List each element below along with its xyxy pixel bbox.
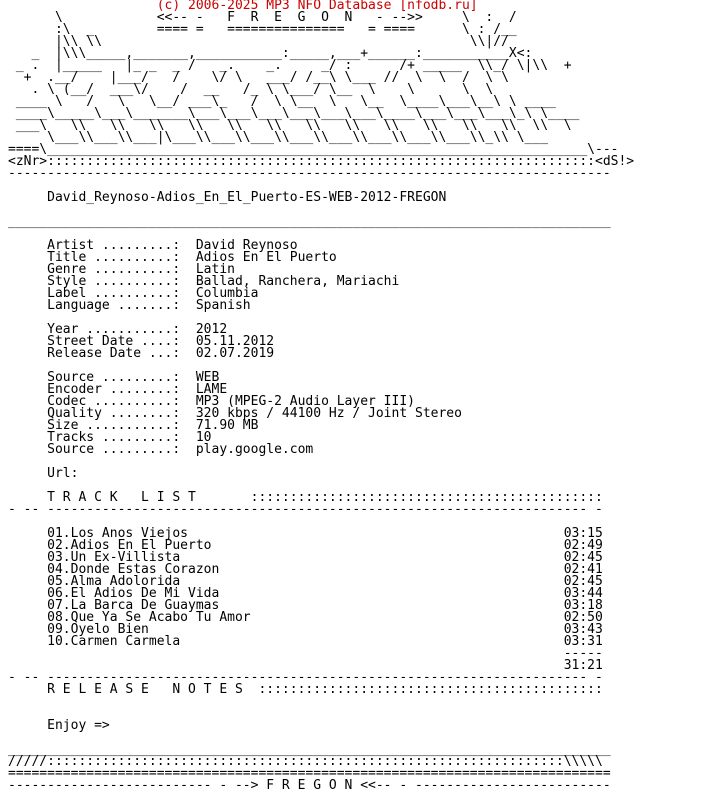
nfo-line: Encoder ........: LAME bbox=[8, 382, 228, 397]
nfo-line: _____________________________________________________________________________ bbox=[8, 214, 611, 229]
nfo-line: Tracks .........: 10 bbox=[8, 430, 212, 445]
nfo-line: David_Reynoso-Adios_En_El_Puerto-ES-WEB-2012-FREGON bbox=[8, 190, 447, 205]
nfo-line: - -- --------------------------------------------------------------------- - bbox=[8, 502, 603, 517]
nfo-line: _ . |_____ |_ _ _ / _. _. _/ : /+ _____ \\_/ \|\\ + bbox=[8, 58, 572, 73]
nfo-line: |\\ \\ \\|// bbox=[8, 34, 509, 49]
nfo-line: 08.Que Ya Se Acabo Tu Amor 02:50 bbox=[8, 610, 603, 625]
nfo-line: Year ...........: 2012 bbox=[8, 322, 228, 337]
nfo-line: Street Date ....: 05.11.2012 bbox=[8, 334, 275, 349]
nfo-line: Release Date ...: 02.07.2019 bbox=[8, 346, 275, 361]
nfo-line: -------------------------- - --> F R E G O N <<-- - ------------------------- bbox=[8, 778, 611, 793]
nfo-line: Codec ..........: MP3 (MPEG-2 Audio Layer III) bbox=[8, 394, 415, 409]
nfo-line: 02.Adios En El Puerto 02:49 bbox=[8, 538, 603, 553]
nfo-line: Source .........: WEB bbox=[8, 370, 220, 385]
nfo-line: :\ _ ==== = =============== = ==== \ : /__ bbox=[8, 22, 517, 37]
nfo-line: Url: bbox=[8, 466, 79, 481]
nfo-line: _ |\\\_____,_______,___________:_____,___+______:___________X<: bbox=[8, 46, 533, 61]
nfo-line: ___\ \\ \\ \\ \\ \\ \\ \\ \\ \\ \\ \\ \\ \\ \ bbox=[8, 118, 572, 133]
nfo-line: 01.Los Anos Viejos 03:15 bbox=[8, 526, 603, 541]
nfo-line: - -- --------------------------------------------------------------------- - bbox=[8, 670, 603, 685]
nfo-line: R E L E A S E N O T E S :::::::::::::::::::::::::::::::::::::::::::: bbox=[8, 682, 603, 697]
nfo-line: . \ (__/ ___\/ / __ /_ \ \___/ \__ \ \ \ \ bbox=[8, 82, 494, 97]
nfo-document bbox=[8, 0, 634, 792]
nfo-line: ____ \ / \ \__/ ___\_ / \ \__ \ \__ \____\___\__\ \ ____ bbox=[8, 94, 556, 109]
nfo-line: Size ...........: 71.90 MB bbox=[8, 418, 259, 433]
nfo-line: ====\_____________________________________________________________________\--- bbox=[8, 142, 619, 157]
nfo-line: ____\_____\___\_______\___\___\___\___\___\___\____\___\___\___\_\ \____ bbox=[8, 106, 580, 121]
nfo-line: /////::::::::::::::::::::::::::::::::::::::::::::::::::::::::::::::::::\\\\\ bbox=[8, 754, 603, 769]
nfo-line: ----------------------------------------------------------------------------- bbox=[8, 166, 611, 181]
nfo-line: 04.Donde Estas Corazon 02:41 bbox=[8, 562, 603, 577]
nfo-line: T R A C K L I S T ::::::::::::::::::::::::::::::::::::::::::::: bbox=[8, 490, 603, 505]
nfo-line: 09.Oyelo Bien 03:43 bbox=[8, 622, 603, 637]
nfo-line: Quality ........: 320 kbps / 44100 Hz / Joint Stereo bbox=[8, 406, 462, 421]
nfo-line: \___\\___\\___|\___\\___\\___\\___\\___\\___\\___\\___\\_\\ \___ bbox=[8, 130, 549, 145]
nfo-line: Style ..........: Ballad, Ranchera, Mariachi bbox=[8, 274, 400, 289]
nfo-line: 31:21 bbox=[8, 658, 603, 673]
nfo-line: 03.Un Ex-Villista 02:45 bbox=[8, 550, 603, 565]
nfo-line: ----- bbox=[8, 646, 603, 661]
nfo-line: 05.Alma Adolorida 02:45 bbox=[8, 574, 603, 589]
copyright-header[interactable]: (c) 2006-2025 MP3 NFO Database [nfodb.ru] bbox=[8, 0, 478, 13]
nfo-line: Label ..........: Columbia bbox=[8, 286, 259, 301]
nfo-line bbox=[8, 696, 634, 708]
nfo-line: 06.El Adios De Mi Vida 03:44 bbox=[8, 586, 603, 601]
nfo-line bbox=[8, 456, 634, 468]
nfo-line: Genre ..........: Latin bbox=[8, 262, 235, 277]
nfo-line: Artist .........: David Reynoso bbox=[8, 238, 298, 253]
nfo-line: 10.Carmen Carmela 03:31 bbox=[8, 634, 603, 649]
nfo-line: Title ..........: Adios En El Puerto bbox=[8, 250, 337, 265]
nfo-line: _____________________________________________________________________________ bbox=[8, 742, 611, 757]
nfo-line: ============================================================================= bbox=[8, 766, 611, 781]
nfo-line: <zNr>::::::::::::::::::::::::::::::::::::::::::::::::::::::::::::::::::::::<dS!> bbox=[8, 154, 635, 169]
nfo-line: Language .......: Spanish bbox=[8, 298, 251, 313]
nfo-line: Enjoy => bbox=[8, 718, 110, 733]
nfo-body bbox=[8, 12, 634, 792]
nfo-line: Source .........: play.google.com bbox=[8, 442, 314, 457]
nfo-line: \ <<-- - F R E G O N - -->> \ : / bbox=[8, 10, 517, 25]
nfo-line: + .__/ |___/ / \/ \ ___/ /__\ \___ // \ \ / \ \ bbox=[8, 70, 525, 85]
nfo-line: 07.La Barca De Guaymas 03:18 bbox=[8, 598, 603, 613]
